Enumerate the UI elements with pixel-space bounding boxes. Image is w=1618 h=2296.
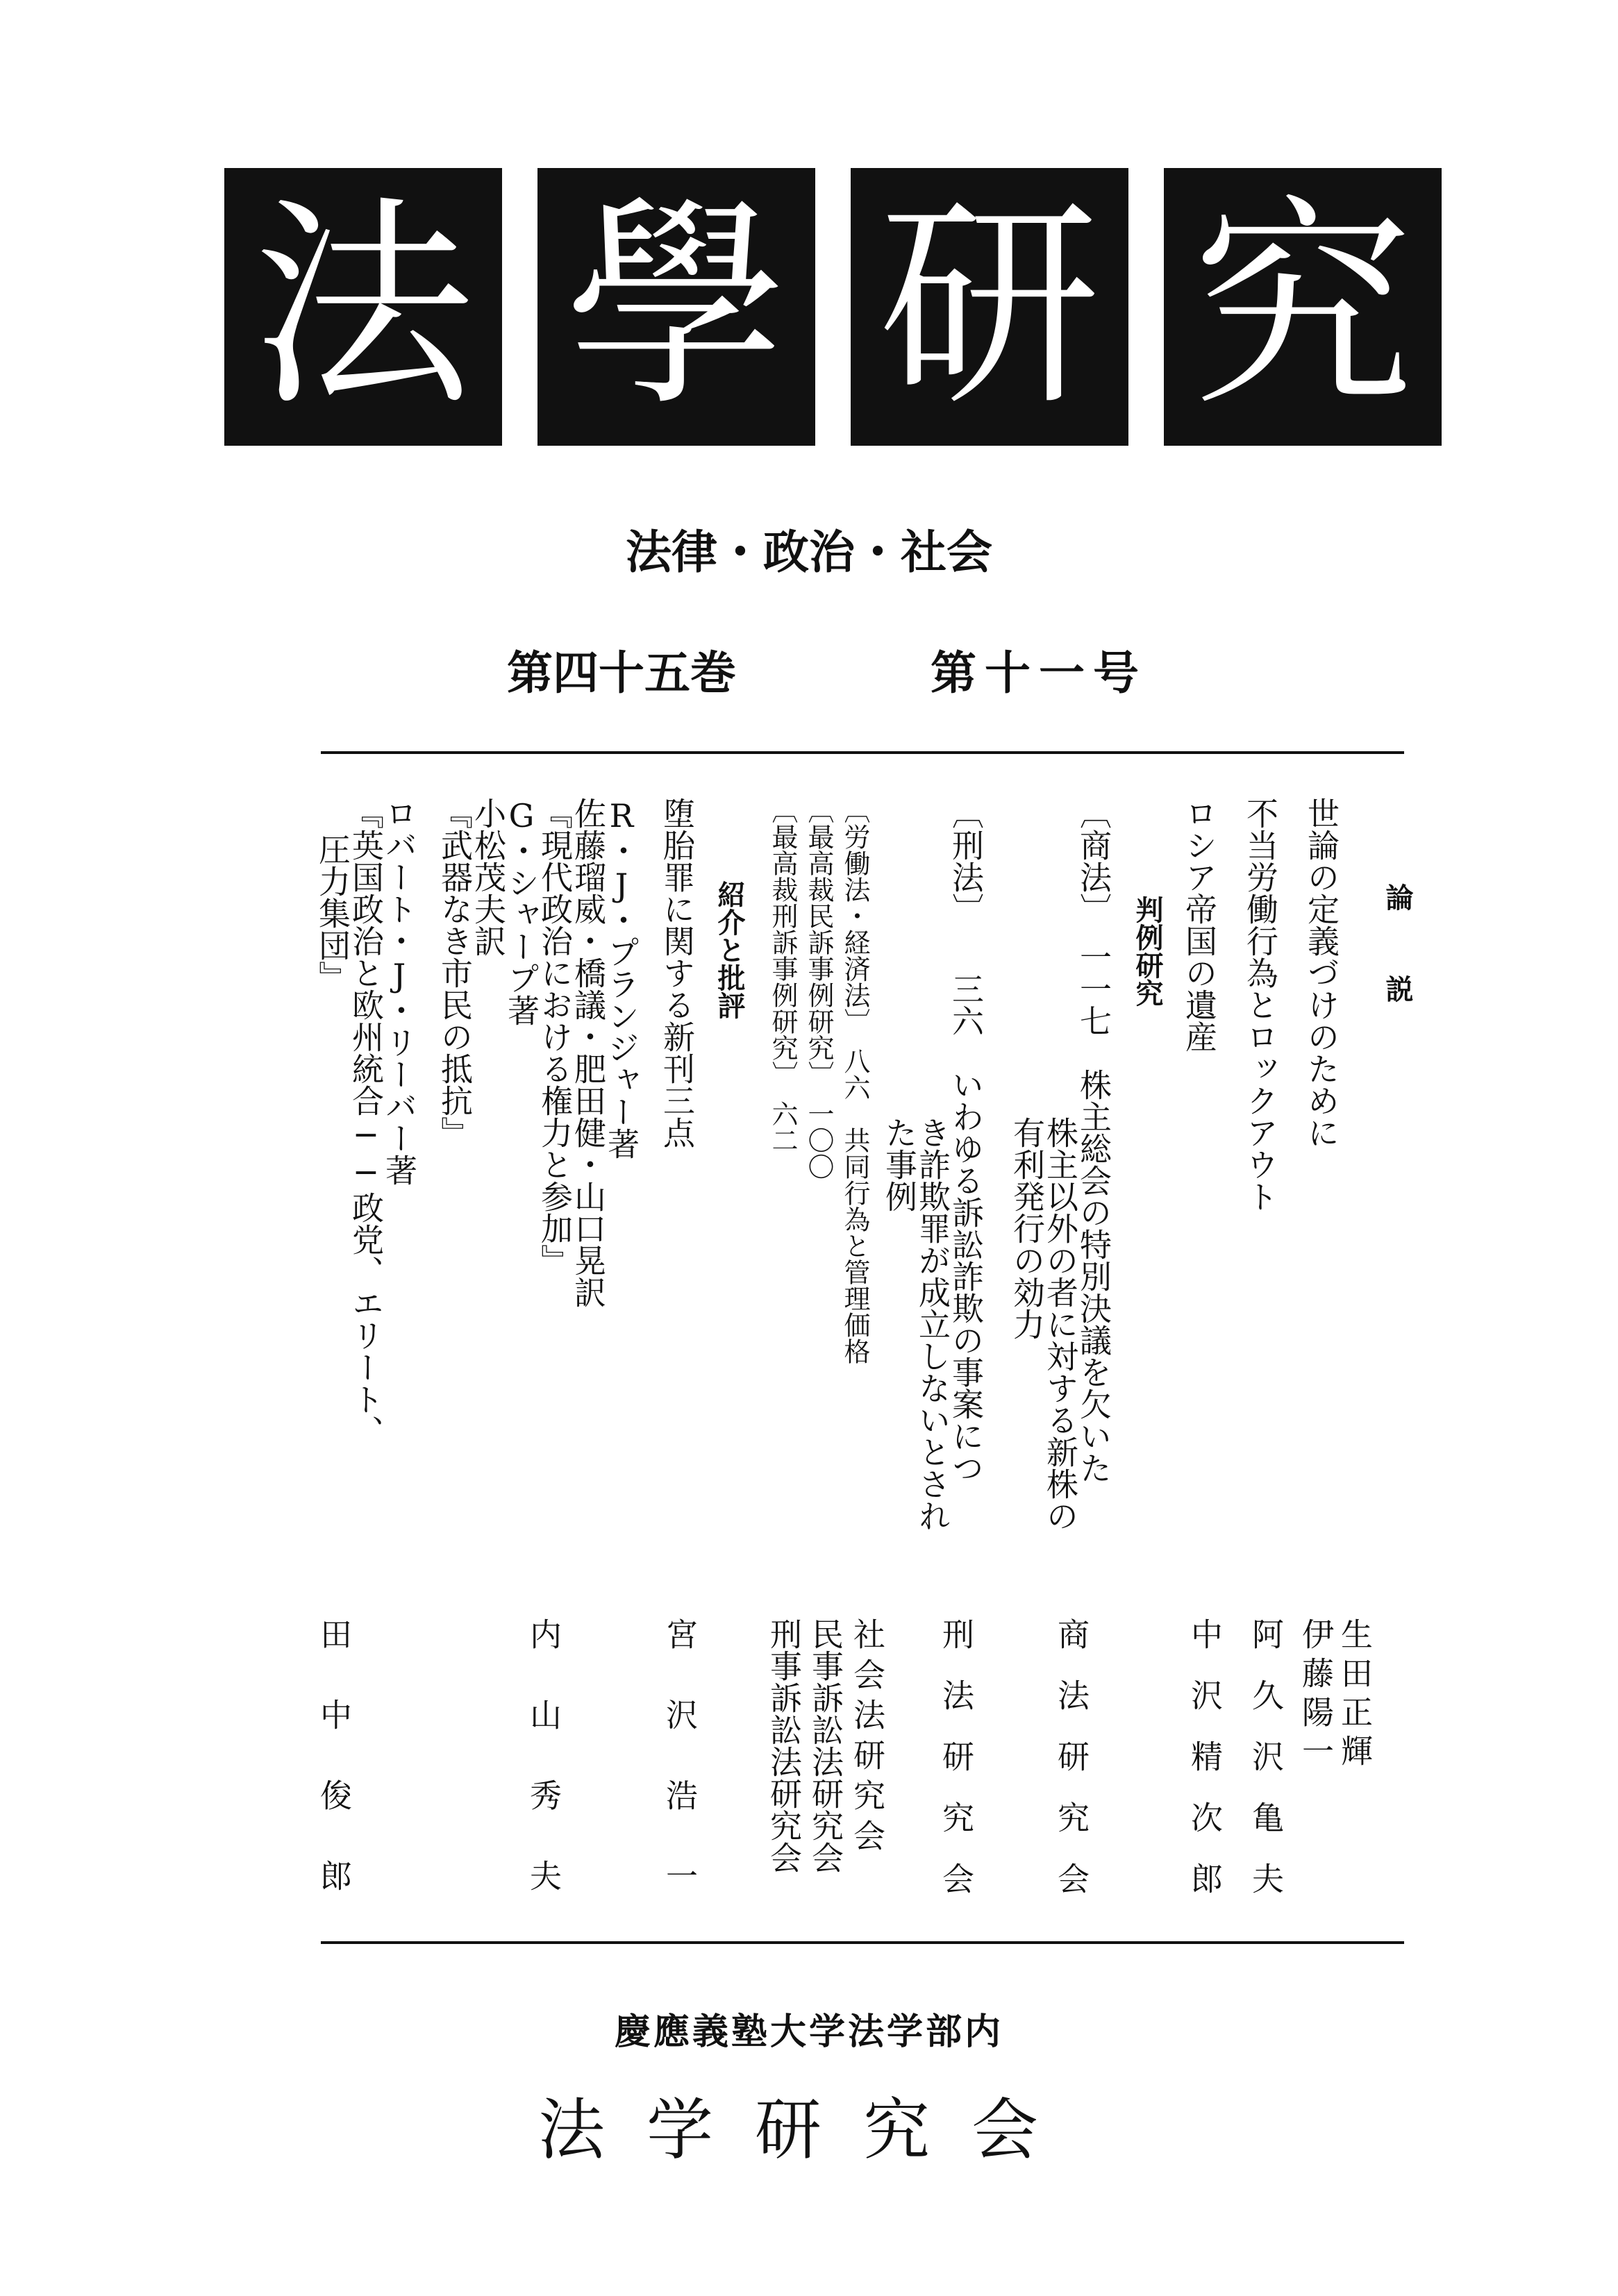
masthead-char-4: 究: [1192, 178, 1414, 436]
volume-label: 第四十五巻: [507, 646, 736, 700]
author-nakazawa: 中沢精次郎: [1186, 1618, 1224, 1923]
minso-line: 〔最高裁民訴事例研究〕 一〇〇: [803, 797, 834, 1180]
review-4-title-cont: 圧力集団』: [314, 833, 351, 993]
keiso-line: 〔最高裁刑訴事例研究〕 六二: [767, 797, 798, 1153]
publisher-address: 慶應義塾大学法学部内: [614, 2011, 1003, 2053]
review-1: 堕胎罪に関する新刊三点: [658, 797, 696, 1148]
author-ito: 伊藤陽一: [1297, 1618, 1335, 1773]
issue-number-label: 第十一号: [931, 646, 1147, 700]
masthead-block-3: [851, 168, 1128, 446]
masthead-block-1: [224, 168, 502, 446]
author-uchiyama: 内山秀夫: [525, 1618, 562, 1940]
masthead-char-3: 研: [878, 178, 1101, 436]
bottom-divider: [321, 1941, 1404, 1944]
author-keiso-kenkyukai: 刑事訴訟法研究会: [765, 1618, 803, 1873]
author-akuzawa: 阿久沢亀夫: [1247, 1618, 1285, 1923]
review-3-translator: 小松茂夫訳: [469, 797, 507, 957]
review-4-author: ロバート・J・リーバー著: [381, 797, 418, 1186]
article-1-title: 世論の定義づけのために: [1303, 797, 1340, 1148]
review-3-author: G・シャープ著: [503, 797, 540, 1026]
section-hanrei: 判例研究: [1131, 896, 1163, 1007]
shoho-line-1: 〔商法〕 一一七 株主総会の特別決議を欠いた: [1075, 797, 1112, 1484]
shoho-line-2: 株主以外の者に対する新株の: [1042, 1116, 1079, 1532]
keiho-line-2: き詐欺罪が成立しないとされ: [914, 1116, 951, 1532]
review-2-title: 『現代政治における権力と参加』: [536, 797, 574, 1276]
keiho-line-3: た事例: [881, 1116, 918, 1212]
shoho-line-3: 有利発行の効力: [1008, 1116, 1046, 1340]
section-ronsetsu: 論 説: [1381, 883, 1413, 1021]
review-2-author: R・J・プランジャー著: [603, 797, 640, 1159]
publisher-name: 法学研究会: [538, 2091, 1080, 2169]
rodo-line: 〔労働法・経済法〕 八六 共同行為と管理価格: [840, 797, 870, 1364]
review-3-title: 『武器なき市民の抵抗』: [436, 797, 474, 1148]
masthead-char-1: 法: [252, 178, 474, 436]
article-2-title: 不当労働行為とロックアウト: [1242, 797, 1279, 1212]
keiho-line-1: 〔刑法〕 三六 いわゆる訴訟詐欺の事案につ: [947, 797, 985, 1484]
masthead-char-2: 學: [565, 178, 787, 436]
masthead-block-2: [537, 168, 815, 446]
review-4-title: 『英国政治と欧州統合──政党、エリート、: [347, 797, 385, 1447]
author-shoho-kenkyukai: 商法研究会: [1053, 1618, 1090, 1923]
author-miyazawa: 宮沢浩一: [661, 1618, 699, 1940]
author-tanaka: 田中俊郎: [315, 1618, 353, 1940]
article-3-title: ロシア帝国の遺産: [1181, 797, 1218, 1053]
section-shokai: 紹介と批評: [713, 880, 745, 1019]
top-divider: [321, 751, 1404, 754]
review-2-translators: 佐藤瑠威・橋議・肥田健・山口晃訳: [569, 797, 607, 1308]
journal-subtitle: 法律・政治・社会: [626, 526, 992, 579]
author-ikuta: 生田正輝: [1336, 1618, 1374, 1773]
author-keiho-kenkyukai: 刑法研究会: [937, 1618, 975, 1923]
masthead-block-4: [1164, 168, 1442, 446]
author-shakaiho-kenkyukai: 社会法研究会: [849, 1618, 886, 1859]
author-minso-kenkyukai: 民事訴訟法研究会: [807, 1618, 844, 1873]
